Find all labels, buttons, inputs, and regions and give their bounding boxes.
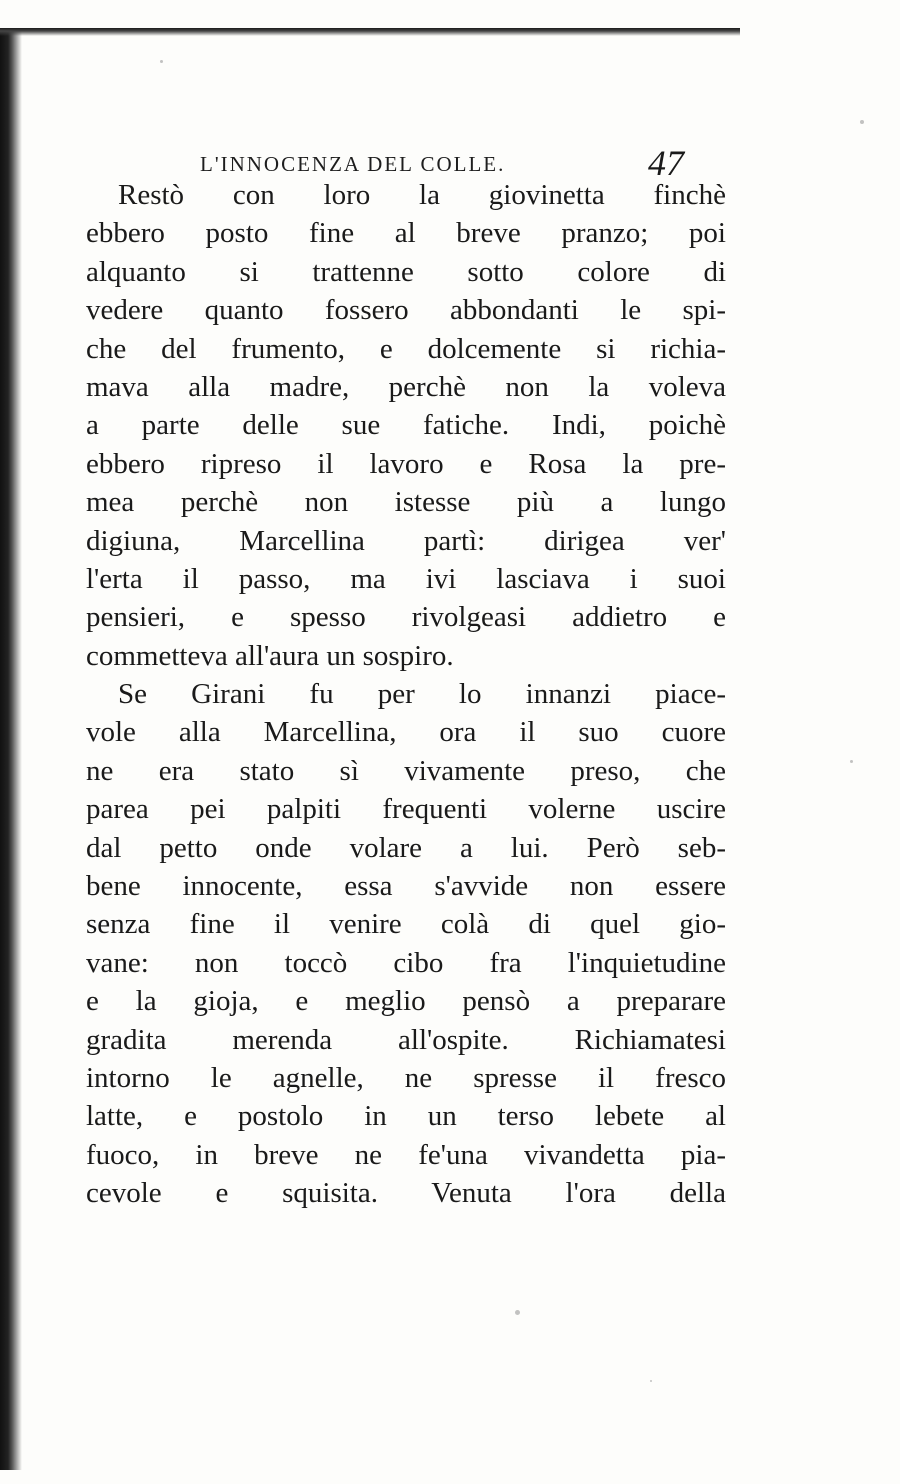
page-number: 47 (648, 143, 684, 183)
text-line: vane: non toccò cibo fra l'inquietudine (86, 946, 726, 979)
text-line: vole alla Marcellina, ora il suo cuore (86, 716, 726, 749)
text-line: ne era stato sì vivamente preso, che (86, 754, 726, 787)
text-line: vedere quanto fossero abbondanti le spi- (86, 294, 726, 327)
text-line: bene innocente, essa s'avvide non essere (86, 870, 726, 903)
text-line: ebbero ripreso il lavoro e Rosa la pre- (86, 447, 726, 480)
text-line: parea pei palpiti frequenti volerne uscire (86, 793, 726, 826)
text-line: Se Girani fu per lo innanzi piace- (118, 678, 726, 711)
text-line: l'erta il passo, ma ivi lasciava i suoi (86, 562, 726, 595)
text-line: alquanto si trattenne sotto colore di (86, 255, 726, 288)
text-line: Restò con loro la giovinetta finchè (118, 179, 726, 211)
paper-speck (650, 1380, 652, 1382)
running-title: L'INNOCENZA DEL COLLE. (200, 152, 506, 176)
text-line: dal petto onde volare a lui. Però seb- (86, 831, 726, 864)
text-line: mea perchè non istesse più a lungo (86, 486, 726, 519)
text-line: pensieri, e spesso rivolgeasi addietro e (86, 601, 726, 634)
text-line: fuoco, in breve ne fe'una vivandetta pia- (86, 1138, 726, 1171)
text-line: senza fine il venire colà di quel gio- (86, 908, 726, 941)
text-line: a parte delle sue fatiche. Indi, poichè (86, 409, 726, 442)
paper-speck (850, 760, 853, 763)
text-line: mava alla madre, perchè non la voleva (86, 370, 726, 403)
paper-speck (860, 120, 864, 124)
text-line: ebbero posto fine al breve pranzo; poi (86, 217, 726, 250)
paper-speck (515, 1310, 520, 1315)
text-line: latte, e postolo in un terso lebete al (86, 1100, 726, 1133)
text-line: e la gioja, e meglio pensò a preparare (86, 985, 726, 1018)
body-text (86, 176, 726, 1213)
text-line: commetteva all'aura un sospiro. (86, 639, 454, 672)
text-line: digiuna, Marcellina partì: dirigea ver' (86, 524, 726, 557)
book-spine-shadow (0, 30, 22, 1470)
page-top-edge (0, 28, 740, 36)
text-line: gradita merenda all'ospite. Richiamatesi (86, 1023, 726, 1056)
text-line: intorno le agnelle, ne spresse il fresco (86, 1061, 726, 1094)
paper-speck (160, 60, 163, 63)
text-line: che del frumento, e dolcemente si richia- (86, 332, 726, 365)
text-line: cevole e squisita. Venuta l'ora della (86, 1177, 726, 1210)
